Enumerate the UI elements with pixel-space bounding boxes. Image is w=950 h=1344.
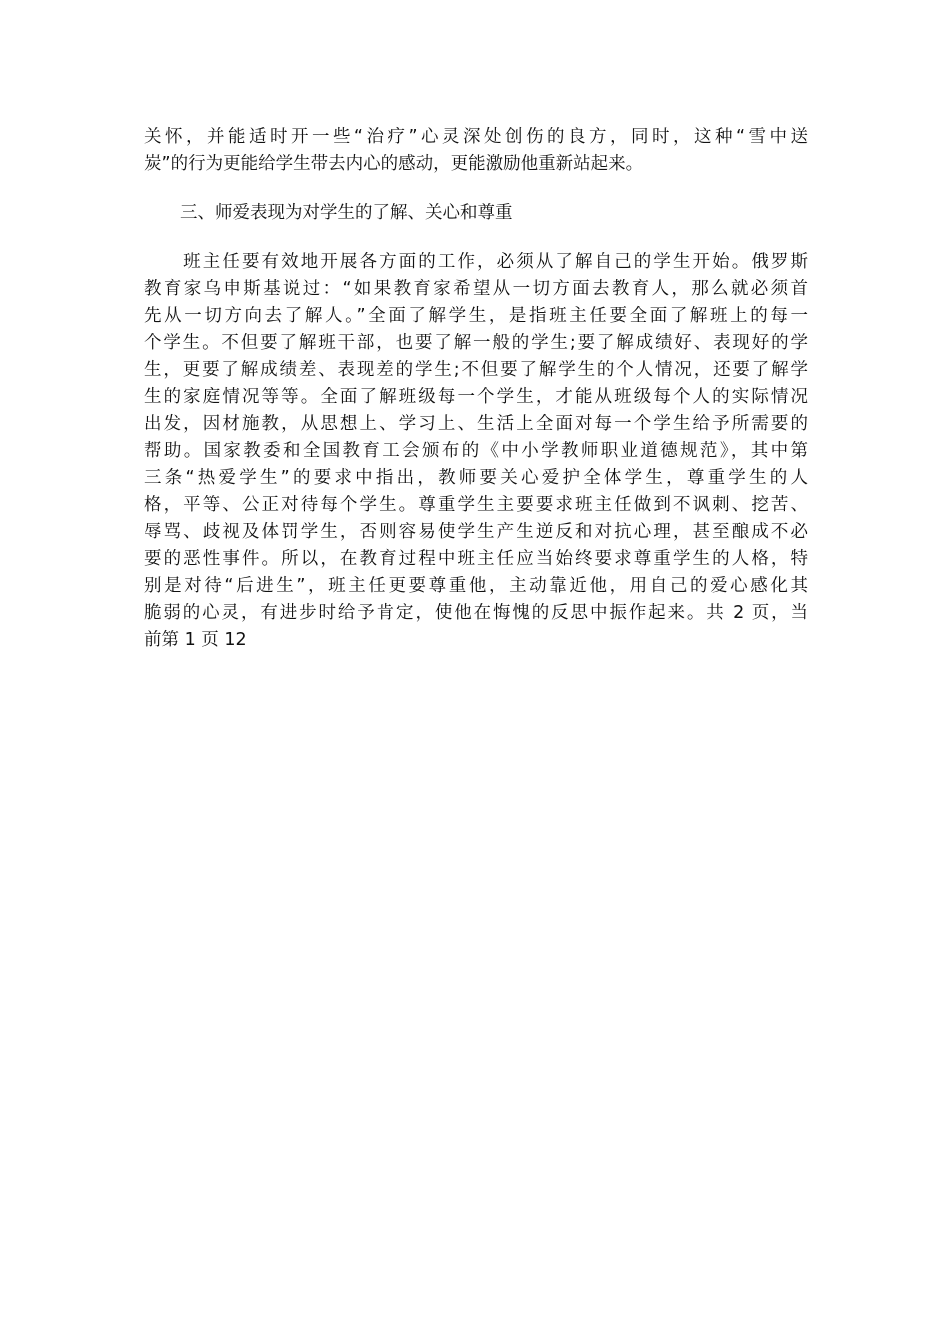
text-line: 帮助。国家教委和全国教育工会颁布的《中小学教师职业道德规范》，其中第 — [144, 441, 808, 461]
text-line: 别是对待“后进生”，班主任更要尊重他，主动靠近他，用自己的爱心感化其 — [144, 576, 808, 596]
text-line: 班主任要有效地开展各方面的工作，必须从了解自己的学生开始。俄罗斯 — [144, 252, 808, 272]
paragraph-continued — [144, 124, 808, 178]
text-line: 辱骂、歧视及体罚学生，否则容易使学生产生逆反和对抗心理，甚至酿成不必 — [144, 522, 808, 542]
text-line: 先从一切方向去了解人。”全面了解学生，是指班主任要全面了解班上的每一 — [144, 306, 808, 326]
text-line: 要的恶性事件。所以，在教育过程中班主任应当始终要求尊重学生的人格，特 — [144, 549, 808, 569]
section-heading: 三、师爱表现为对学生的了解、关心和尊重 — [180, 203, 513, 223]
text-line: 教育家乌申斯基说过：“如果教育家希望从一切方面去教育人，那么就必须首 — [144, 279, 808, 299]
page-footer-text: 前第 1 页 12 — [144, 630, 247, 650]
document-body — [144, 124, 808, 654]
text-line: 炭”的行为更能给学生带去内心的感动，更能激励他重新站起来。 — [144, 154, 644, 174]
text-line: 脆弱的心灵，有进步时给予肯定，使他在悔愧的反思中振作起来。共 2 页，当 — [144, 603, 808, 623]
text-line: 出发，因材施教，从思想上、学习上、生活上全面对每一个学生给予所需要的 — [144, 414, 808, 434]
text-line: 关怀，并能适时开一些“治疗”心灵深处创伤的良方，同时，这种“雪中送 — [144, 127, 808, 147]
text-line: 三条“热爱学生”的要求中指出，教师要关心爱护全体学生，尊重学生的人 — [144, 468, 808, 488]
paragraph-main — [144, 249, 808, 654]
text-line: 生的家庭情况等等。全面了解班级每一个学生，才能从班级每个人的实际情况 — [144, 387, 808, 407]
text-line: 格，平等、公正对待每个学生。尊重学生主要要求班主任做到不讽刺、挖苦、 — [144, 495, 808, 515]
text-line: 个学生。不但要了解班干部，也要了解一般的学生;要了解成绩好、表现好的学 — [144, 333, 808, 353]
text-line: 生，更要了解成绩差、表现差的学生;不但要了解学生的个人情况，还要了解学 — [144, 360, 808, 380]
